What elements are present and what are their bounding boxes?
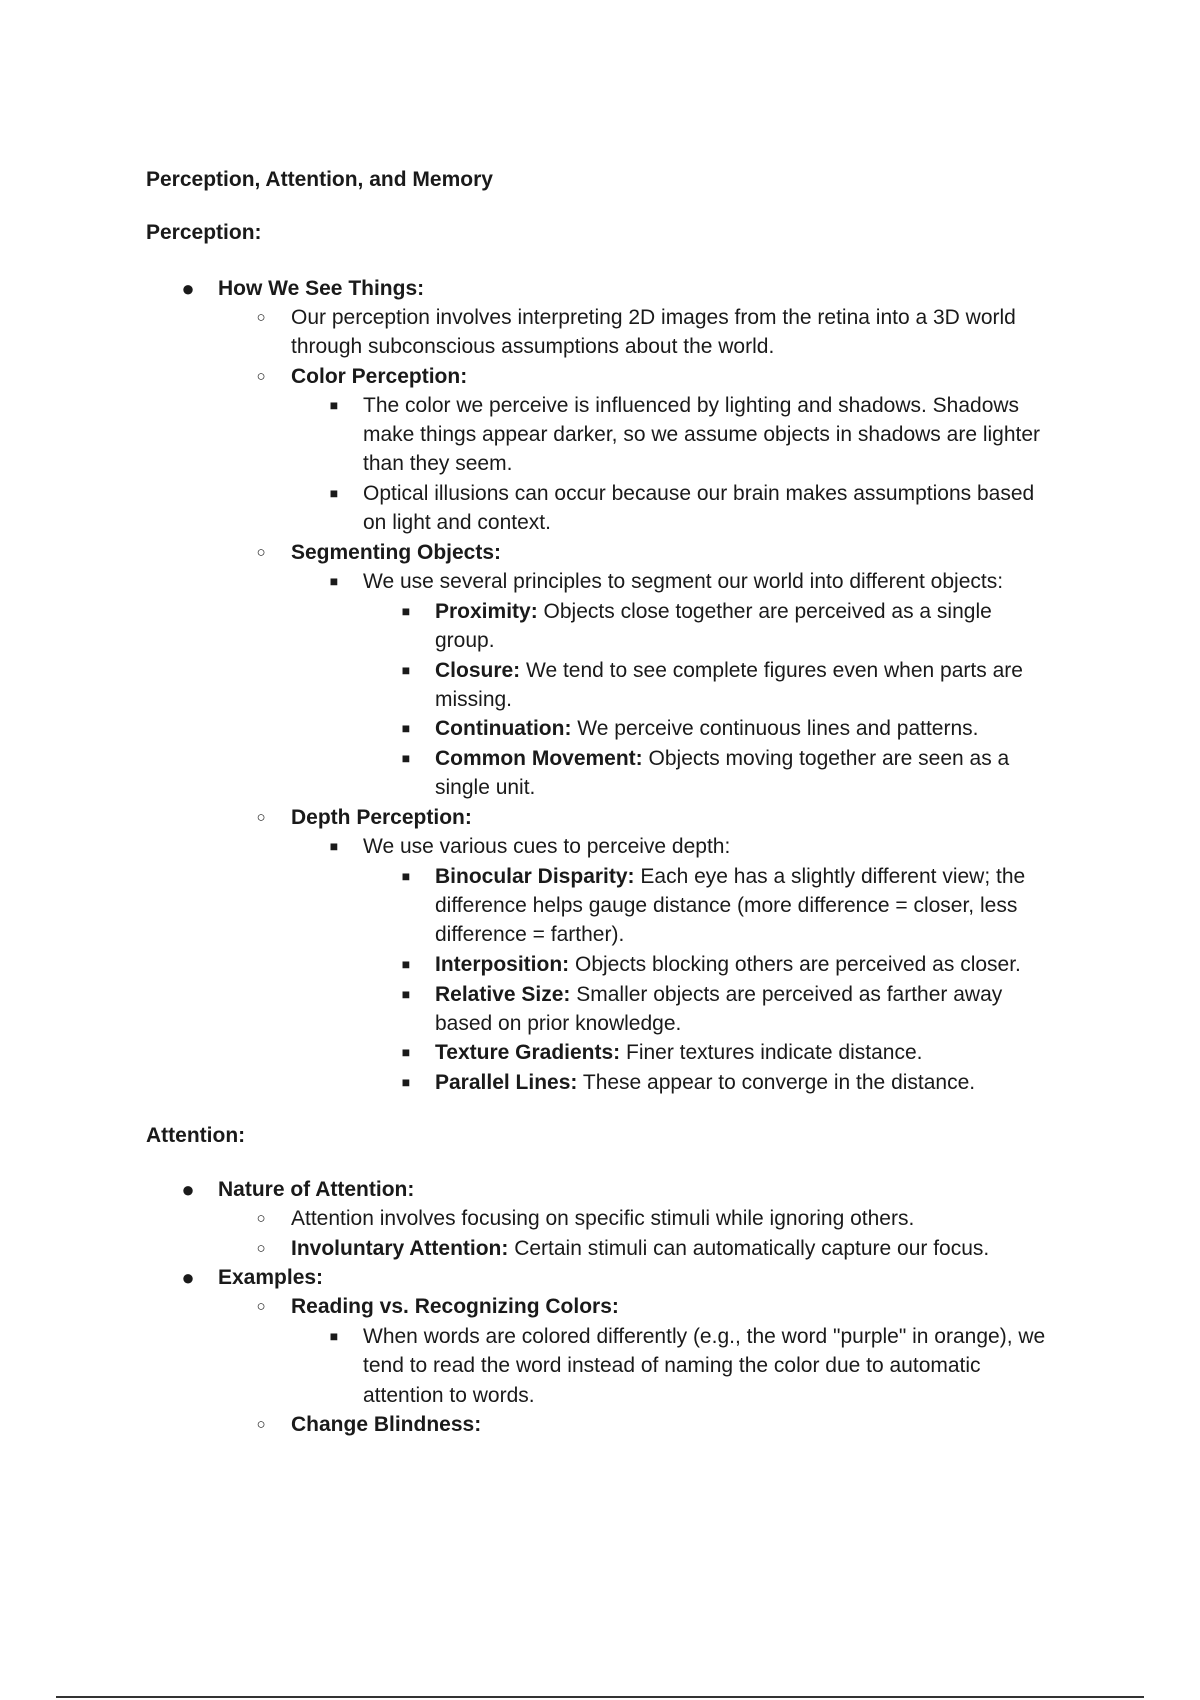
list-item: Segmenting Objects: <box>291 541 502 564</box>
list-item-continuation: on light and context. <box>363 511 551 534</box>
page-bottom-rule <box>56 1696 1144 1698</box>
bullet-circle-icon: ○ <box>256 1298 266 1315</box>
list-item: Texture Gradients: Finer textures indicate distance. <box>435 1041 923 1064</box>
bullet-disc-icon: ● <box>181 1265 195 1290</box>
list-item: How We See Things: <box>218 277 425 300</box>
bullet-disc-icon: ● <box>181 1177 195 1202</box>
list-item: Closure: We tend to see complete figures even when parts are <box>435 659 1023 682</box>
bullet-square-icon: ■ <box>329 397 339 413</box>
list-item: Depth Perception: <box>291 806 472 829</box>
bullet-square-icon: ■ <box>401 956 411 972</box>
bullet-square-icon: ■ <box>401 750 411 766</box>
bullet-square-icon: ■ <box>329 485 339 501</box>
list-item: Relative Size: Smaller objects are perceived as farther away <box>435 983 1003 1006</box>
list-item: Examples: <box>218 1266 324 1289</box>
bullet-square-icon: ■ <box>401 1074 411 1090</box>
list-item: Binocular Disparity: Each eye has a slightly different view; the <box>435 865 1026 888</box>
list-item-continuation: make things appear darker, so we assume objects in shadows are lighter <box>363 423 1041 446</box>
section-heading-perception: Perception: <box>146 221 262 244</box>
list-item-continuation: through subconscious assumptions about the world. <box>291 335 775 358</box>
list-item-continuation: attention to words. <box>363 1384 535 1407</box>
bullet-circle-icon: ○ <box>256 544 266 561</box>
bullet-square-icon: ■ <box>401 986 411 1002</box>
bullet-square-icon: ■ <box>401 1044 411 1060</box>
list-item: Change Blindness: <box>291 1413 482 1436</box>
list-item: Parallel Lines: These appear to converge in the distance. <box>435 1071 976 1094</box>
bullet-circle-icon: ○ <box>256 1210 266 1227</box>
list-item-continuation: tend to read the word instead of naming the color due to automatic <box>363 1354 981 1377</box>
list-item: Reading vs. Recognizing Colors: <box>291 1295 619 1318</box>
list-item: We use various cues to perceive depth: <box>363 835 731 858</box>
bullet-square-icon: ■ <box>329 838 339 854</box>
bullet-circle-icon: ○ <box>256 1416 266 1433</box>
list-item-continuation: single unit. <box>435 776 536 799</box>
list-item: Attention involves focusing on specific stimuli while ignoring others. <box>291 1207 915 1230</box>
bullet-square-icon: ■ <box>329 1328 339 1344</box>
bullet-square-icon: ■ <box>401 868 411 884</box>
list-item: Continuation: We perceive continuous lines and patterns. <box>435 717 979 740</box>
list-item-continuation: difference = farther). <box>435 923 625 946</box>
list-item: Involuntary Attention: Certain stimuli can automatically capture our focus. <box>291 1237 990 1260</box>
bullet-square-icon: ■ <box>329 573 339 589</box>
list-item: Nature of Attention: <box>218 1178 415 1201</box>
list-item-continuation: than they seem. <box>363 452 513 475</box>
list-item: Common Movement: Objects moving together are seen as a <box>435 747 1010 770</box>
list-item: Proximity: Objects close together are perceived as a single <box>435 600 992 623</box>
list-item: Interposition: Objects blocking others are perceived as closer. <box>435 953 1021 976</box>
list-item: We use several principles to segment our world into different objects: <box>363 570 1004 593</box>
list-item: Color Perception: <box>291 365 468 388</box>
bullet-circle-icon: ○ <box>256 1240 266 1257</box>
bullet-square-icon: ■ <box>401 603 411 619</box>
list-item: Our perception involves interpreting 2D images from the retina into a 3D world <box>291 306 1016 329</box>
list-item-continuation: group. <box>435 629 495 652</box>
list-item-continuation: missing. <box>435 688 513 711</box>
bullet-disc-icon: ● <box>181 276 195 301</box>
document-title: Perception, Attention, and Memory <box>146 168 493 191</box>
bullet-circle-icon: ○ <box>256 309 266 326</box>
bullet-square-icon: ■ <box>401 662 411 678</box>
list-item: When words are colored differently (e.g., the word "purple" in orange), we <box>363 1325 1046 1348</box>
list-item: The color we perceive is influenced by lighting and shadows. Shadows <box>363 394 1020 417</box>
bullet-circle-icon: ○ <box>256 368 266 385</box>
list-item: Optical illusions can occur because our brain makes assumptions based <box>363 482 1035 505</box>
list-item-continuation: based on prior knowledge. <box>435 1012 682 1035</box>
list-item-continuation: difference helps gauge distance (more difference = closer, less <box>435 894 1018 917</box>
bullet-square-icon: ■ <box>401 720 411 736</box>
section-heading-attention: Attention: <box>146 1124 246 1147</box>
bullet-circle-icon: ○ <box>256 809 266 826</box>
